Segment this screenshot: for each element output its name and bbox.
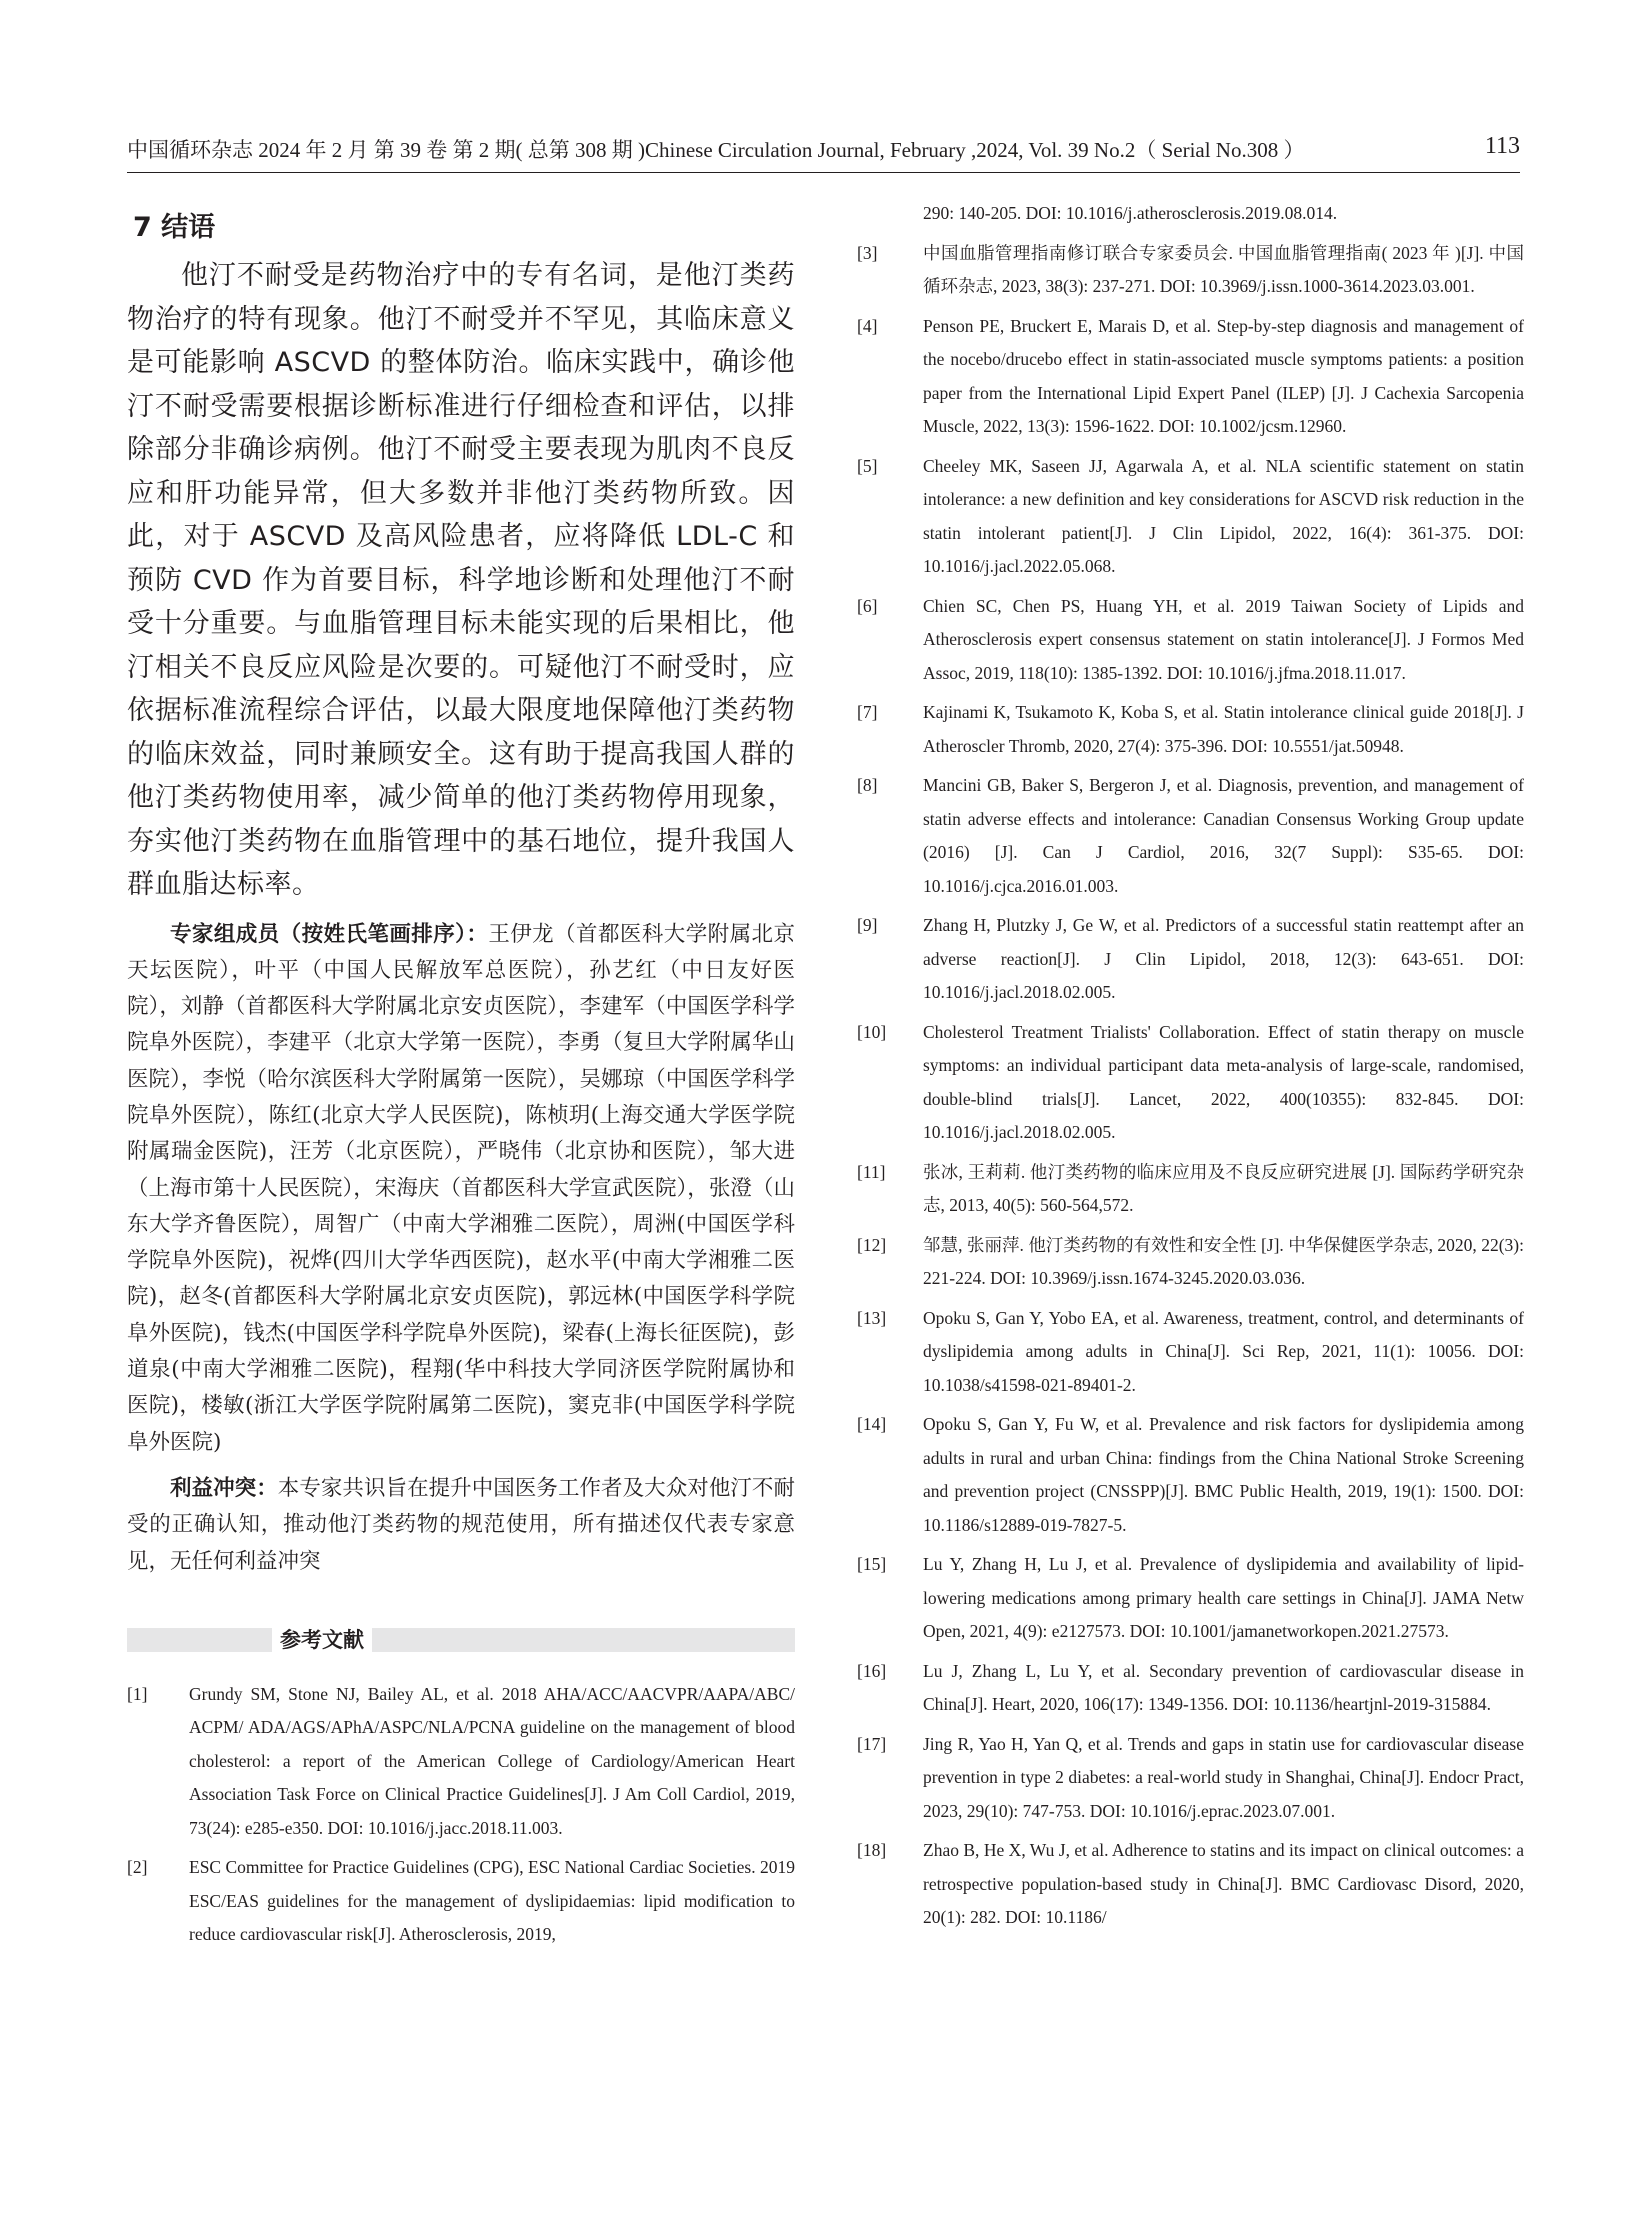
reference-text: Mancini GB, Baker S, Bergeron J, et al. Diagnosis, prevention, and management of statin adverse effects and intolerance: Canadian Consensus Working Group update (2016) [J]. Can J Cardiol, 2016, 32(7 Suppl): S35-65. DOI: 10.1016/j.cjca.2016.01.003. <box>923 775 1524 896</box>
section-heading: 7 结语 <box>133 212 216 243</box>
reference-number: [5] <box>857 455 878 476</box>
coi-paragraph <box>127 1471 795 1580</box>
reference-item <box>857 1728 1524 1829</box>
reference-item <box>857 1156 1524 1223</box>
reference-item <box>857 769 1524 903</box>
reference-item <box>857 1408 1524 1542</box>
references-title: 参考文献 <box>272 1625 372 1655</box>
reference-number: [11] <box>857 1161 886 1182</box>
reference-item <box>857 909 1524 1010</box>
reference-item <box>127 1851 795 1952</box>
reference-number: [8] <box>857 775 878 795</box>
right-column <box>857 205 1524 1941</box>
experts-lead: 专家组成员（按姓氏笔画排序）： <box>170 921 489 947</box>
page-number: 113 <box>1484 133 1520 159</box>
reference-text: Lu Y, Zhang H, Lu J, et al. Prevalence of dyslipidemia and availability of lipid-lowering medications among primary health care settings in China[J]. JAMA Netw Open, 2021, 4(9): e2127573. DOI: 10.1001/jamanetworkopen.2021.27573. <box>923 1554 1524 1641</box>
journal-info: 中国循环杂志 2024 年 2 月 第 39 卷 第 2 期( 总第 308 期 )Chinese Circulation Journal, February ,2024, Vol. 39 No.2（ Serial No.308 ） <box>127 138 1305 162</box>
experts-paragraph <box>127 917 795 1461</box>
reference-item <box>857 590 1524 691</box>
reference-text: Zhao B, He X, Wu J, et al. Adherence to statins and its impact on clinical outcomes: a retrospective population-based study in China[J]. BMC Cardiovasc Disord, 2020, 20(1): 282. DOI: 10.1186/ <box>923 1840 1524 1927</box>
reference-text: Jing R, Yao H, Yan Q, et al. Trends and gaps in statin use for cardiovascular disease prevention in type 2 diabetes: a real-world study in Shanghai, China[J]. Endocr Pract, 2023, 29(10): 747-753. DOI: 10.1016/j.eprac.2023.07.001. <box>923 1733 1524 1821</box>
reference-number: [2] <box>127 1857 148 1878</box>
reference-number: [14] <box>857 1414 887 1434</box>
reference-number: [10] <box>857 1021 887 1042</box>
running-header <box>127 132 1520 173</box>
reference-item <box>857 450 1524 584</box>
reference-number: [13] <box>857 1307 887 1328</box>
reference-number: [6] <box>857 595 878 616</box>
reference-text: 张冰, 王莉莉. 他汀类药物的临床应用及不良反应研究进展 [J]. 国际药学研究杂志, 2013, 40(5): 560-564,572. <box>923 1161 1524 1215</box>
reference-text: Chien SC, Chen PS, Huang YH, et al. 2019 Taiwan Society of Lipids and Atherosclerosis expert consensus statement on statin intolerance[J]. J Formos Med Assoc, 2019, 118(10): 1385-1392. DOI: 10.1016/j.jfma.2018.11.017. <box>923 595 1524 683</box>
reference-number: [15] <box>857 1554 887 1574</box>
reference-item <box>857 1655 1524 1722</box>
reference-number: [1] <box>127 1683 148 1704</box>
reference-continuation: 290: 140-205. DOI: 10.1016/j.atherosclerosis.2019.08.014. <box>923 203 1338 223</box>
left-reference-list <box>127 1678 795 1952</box>
reference-text: Penson PE, Bruckert E, Marais D, et al. Step-by-step diagnosis and management of the nocebo/drucebo effect in statin-associated muscle symptoms patients: a position paper from the International Lipid Expert Panel (ILEP) [J]. J Cachexia Sarcopenia Muscle, 2022, 13(3): 1596-1622. DOI: 10.1002/jcsm.12960. <box>923 315 1524 436</box>
reference-item <box>857 1548 1524 1649</box>
reference-text: Kajinami K, Tsukamoto K, Koba S, et al. Statin intolerance clinical guide 2018[J]. J Atheroscler Thromb, 2020, 27(4): 375-396. DOI: 10.5551/jat.50948. <box>923 702 1524 756</box>
reference-item <box>857 237 1524 304</box>
reference-item <box>857 1302 1524 1403</box>
left-column <box>127 205 795 1958</box>
reference-number: [12] <box>857 1234 887 1255</box>
reference-text: 中国血脂管理指南修订联合专家委员会. 中国血脂管理指南( 2023 年 )[J]. 中国循环杂志, 2023, 38(3): 237-271. DOI: 10.3969/j.issn.1000-3614.2023.03.001. <box>923 242 1524 296</box>
references-banner <box>127 1628 795 1652</box>
reference-number: [3] <box>857 242 878 263</box>
reference-item <box>127 1678 795 1846</box>
reference-text: Opoku S, Gan Y, Yobo EA, et al. Awareness, treatment, control, and determinants of dyslipidemia among adults in China[J]. Sci Rep, 2021, 11(1): 10056. DOI: 10.1038/s41598-021-89401-2. <box>923 1307 1524 1395</box>
reference-number: [16] <box>857 1660 887 1681</box>
reference-number: [18] <box>857 1840 887 1860</box>
reference-text: 邹慧, 张丽萍. 他汀类药物的有效性和安全性 [J]. 中华保健医学杂志, 2020, 22(3): 221-224. DOI: 10.3969/j.issn.1674-3245.2020.03.036. <box>923 1234 1524 1288</box>
coi-lead: 利益冲突： <box>170 1475 278 1501</box>
experts-text: 王伊龙（首都医科大学附属北京天坛医院），叶平（中国人民解放军总医院），孙艺红（中日友好医院），刘静（首都医科大学附属北京安贞医院），李建军（中国医学科学院阜外医院），李建平（北京大学第一医院），李勇（复旦大学附属华山医院），李悦（哈尔滨医科大学附属第一医院），吴娜琼（中国医学科学院阜外医院），陈红(北京大学人民医院)，陈桢玥(上海交通大学医学院附属瑞金医院)，汪芳（北京医院），严晓伟（北京协和医院），邹大进（上海市第十人民医院），宋海庆（首都医科大学宣武医院），张澄（山东大学齐鲁医院），周智广（中南大学湘雅二医院），周洲(中国医学科学院阜外医院)，祝烨(四川大学华西医院)，赵水平(中南大学湘雅二医院)，赵冬(首都医科大学附属北京安贞医院)，郭远林(中国医学科学院阜外医院)，钱杰(中国医学科学院阜外医院)，梁春(上海长征医院)，彭道泉(中南大学湘雅二医院)，程翔(华中科技大学同济医学院附属协和医院)，楼敏(浙江大学医学院附属第二医院)，窦克非(中国医学科学院阜外医院) <box>127 921 795 1455</box>
reference-number: [17] <box>857 1733 887 1754</box>
reference-number: [9] <box>857 915 878 935</box>
conclusion-paragraph: 他汀不耐受是药物治疗中的专有名词，是他汀类药物治疗的特有现象。他汀不耐受并不罕见，其临床意义是可能影响 ASCVD 的整体防治。临床实践中，确诊他汀不耐受需要根据诊断标准进行仔细检查和评估，以排除部分非确诊病例。他汀不耐受主要表现为肌肉不良反应和肝功能异常，但大多数并非他汀类药物所致。因此，对于 ASCVD 及高风险患者，应将降低 LDL-C 和预防 CVD 作为首要目标，科学地诊断和处理他汀不耐受十分重要。与血脂管理目标未能实现的后果相比，他汀相关不良反应风险是次要的。可疑他汀不耐受时，应依据标准流程综合评估，以最大限度地保障他汀类药物的临床效益，同时兼顾安全。这有助于提高我国人群的他汀类药物使用率，减少简单的他汀类药物停用现象，夯实他汀类药物在血脂管理中的基石地位，提升我国人群血脂达标率。 <box>127 260 795 900</box>
reference-number: [7] <box>857 702 878 722</box>
reference-text: ESC Committee for Practice Guidelines (CPG), ESC National Cardiac Societies. 2019 ESC/EAS guidelines for the management of dyslipidaemias: lipid modification to reduce cardiovascular risk[J]. Atherosclerosis, 2019, <box>189 1857 795 1945</box>
reference-item <box>857 310 1524 444</box>
coi-text: 本专家共识旨在提升中国医务工作者及大众对他汀不耐受的正确认知，推动他汀类药物的规范使用，所有描述仅代表专家意见，无任何利益冲突 <box>127 1475 795 1574</box>
right-reference-list <box>857 237 1524 1935</box>
reference-item <box>857 1229 1524 1296</box>
reference-text: Cheeley MK, Saseen JJ, Agarwala A, et al. NLA scientific statement on statin intolerance: a new definition and key considerations for ASCVD risk reduction in the statin intolerant patient[J]. J Clin Lipidol, 2022, 16(4): 361-375. DOI: 10.1016/j.jacl.2022.05.068. <box>923 455 1524 576</box>
reference-text: Lu J, Zhang L, Lu Y, et al. Secondary prevention of cardiovascular disease in China[J]. Heart, 2020, 106(17): 1349-1356. DOI: 10.1136/heartjnl-2019-315884. <box>923 1660 1524 1714</box>
reference-text: Zhang H, Plutzky J, Ge W, et al. Predictors of a successful statin reattempt after an adverse reaction[J]. J Clin Lipidol, 2018, 12(3): 643-651. DOI: 10.1016/j.jacl.2018.02.005. <box>923 915 1524 1002</box>
reference-item <box>857 696 1524 763</box>
reference-number: [4] <box>857 315 878 336</box>
reference-item <box>857 1016 1524 1150</box>
reference-text: Cholesterol Treatment Trialists' Collaboration. Effect of statin therapy on muscle symptoms: an individual participant data meta-analysis of large-scale, randomised, double-blind trials[J]. Lancet, 2022, 400(10355): 832-845. DOI: 10.1016/j.jacl.2018.02.005. <box>923 1021 1524 1142</box>
reference-item <box>857 1834 1524 1935</box>
reference-text: Opoku S, Gan Y, Fu W, et al. Prevalence and risk factors for dyslipidemia among adults in rural and urban China: findings from the China National Stroke Screening and prevention project (CNSSPP)[J]. BMC Public Health, 2019, 19(1): 1500. DOI: 10.1186/s12889-019-7827-5. <box>923 1414 1524 1535</box>
reference-text: Grundy SM, Stone NJ, Bailey AL, et al. 2018 AHA/ACC/AACVPR/AAPA/ABC/ ACPM/ ADA/AGS/APhA/ASPC/NLA/PCNA guideline on the management of blood cholesterol: a report of the American College of Cardiology/American Heart Association Task Force on Clinical Practice Guidelines[J]. J Am Coll Cardiol, 2019, 73(24): e285-e350. DOI: 10.1016/j.jacc.2018.11.003. <box>189 1683 795 1838</box>
